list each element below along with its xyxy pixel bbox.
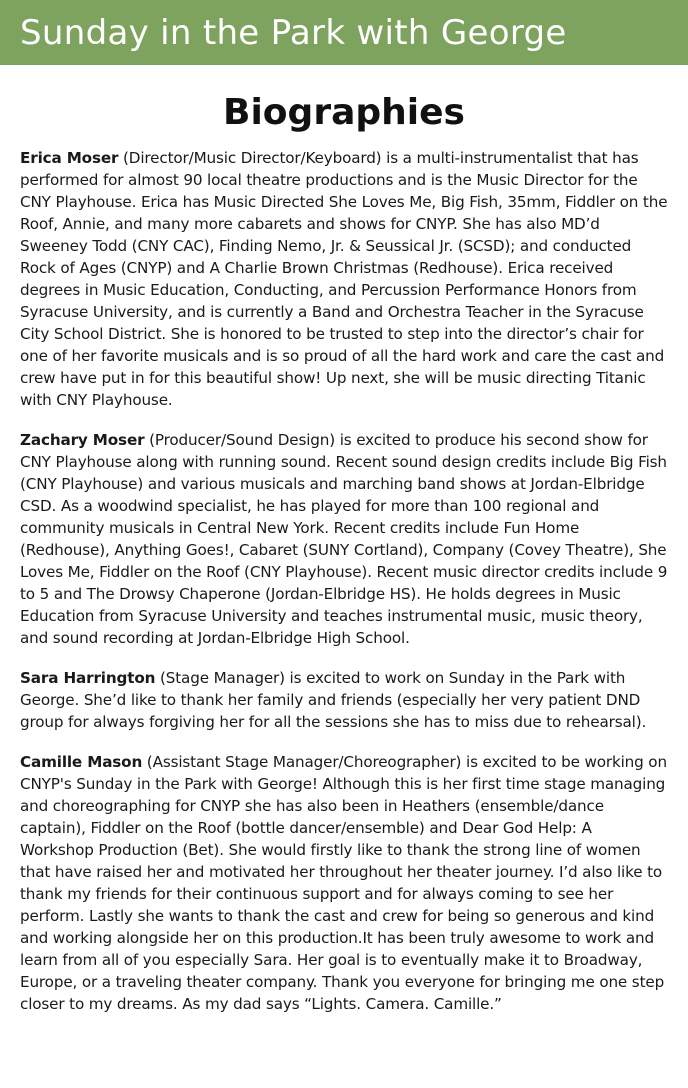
bio-camille-mason — [20, 751, 670, 1015]
bio-name: Erica Moser — [20, 149, 119, 167]
bio-text: (Assistant Stage Manager/Choreographer) is excited to be working on CNYP's Sunday in the Park with George! Although this is her first time stage managing and choreographing for CNYP she has also been in Heathers (ensemble/dance captain), Fiddler on the Roof (bottle dancer/ensemble) and Dear God Help: A Workshop Production (Bet). She would firstly like to thank the strong line of women that have raised her and motivated her throughout her theater journey. I’d also like to thank my friends for their continuous support and for always coming to see her perform. Lastly she wants to thank the cast and crew for being so generous and kind and working alongside her on this production.It has been truly awesome to work and learn from all of you especially Sara. Her goal is to eventually make it to Broadway, Europe, or a traveling theater company. Thank you everyone for bringing me one step closer to my dreams. As my dad says “Lights. Camera. Camille.” — [20, 753, 667, 1013]
show-title: Sunday in the Park with George — [20, 12, 567, 53]
bio-sara-harrington — [20, 667, 670, 733]
bio-zachary-moser — [20, 429, 670, 649]
bio-text: (Producer/Sound Design) is excited to produce his second show for CNY Playhouse along with running sound. Recent sound design credits include Big Fish (CNY Playhouse) and various musicals and marching band shows at Jordan-Elbridge CSD. As a woodwind specialist, he has played for more than 100 regional and community musicals in Central New York. Recent credits include Fun Home (Redhouse), Anything Goes!, Cabaret (SUNY Cortland), Company (Covey Theatre), She Loves Me, Fiddler on the Roof (CNY Playhouse). Recent music director credits include 9 to 5 and The Drowsy Chaperone (Jordan-Elbridge HS). He holds degrees in Music Education from Syracuse University and teaches instrumental music, music theory, and sound recording at Jordan-Elbridge High School. — [20, 431, 668, 647]
bio-text: (Stage Manager) is excited to work on Sunday in the Park with George. She’d like to thank her family and friends (especially her very patient DND group for always forgiving her for all the sessions she has to miss due to rehearsal). — [20, 669, 647, 731]
bio-name: Sara Harrington — [20, 669, 156, 687]
bio-name: Zachary Moser — [20, 431, 145, 449]
page-title: Biographies — [223, 92, 465, 133]
bio-name: Camille Mason — [20, 753, 143, 771]
header-band — [0, 0, 688, 65]
bio-erica-moser — [20, 147, 670, 411]
bio-text: (Director/Music Director/Keyboard) is a multi-instrumentalist that has performed for almost 90 local theatre productions and is the Music Director for the CNY Playhouse. Erica has Music Directed She Loves Me, Big Fish, 35mm, Fiddler on the Roof, Annie, and many more cabarets and shows for CNYP. She has also MD’d Sweeney Todd (CNY CAC), Finding Nemo, Jr. & Seussical Jr. (SCSD); and conducted Rock of Ages (CNYP) and A Charlie Brown Christmas (Redhouse). Erica received degrees in Music Education, Conducting, and Percussion Performance Honors from Syracuse University, and is currently a Band and Orchestra Teacher in the Syracuse City School District. She is honored to be trusted to step into the director’s chair for one of her favorite musicals and is so proud of all the hard work and care the cast and crew have put in for this beautiful show! Up next, she will be music directing Titanic with CNY Playhouse. — [20, 149, 668, 409]
bio-list — [0, 135, 688, 1015]
